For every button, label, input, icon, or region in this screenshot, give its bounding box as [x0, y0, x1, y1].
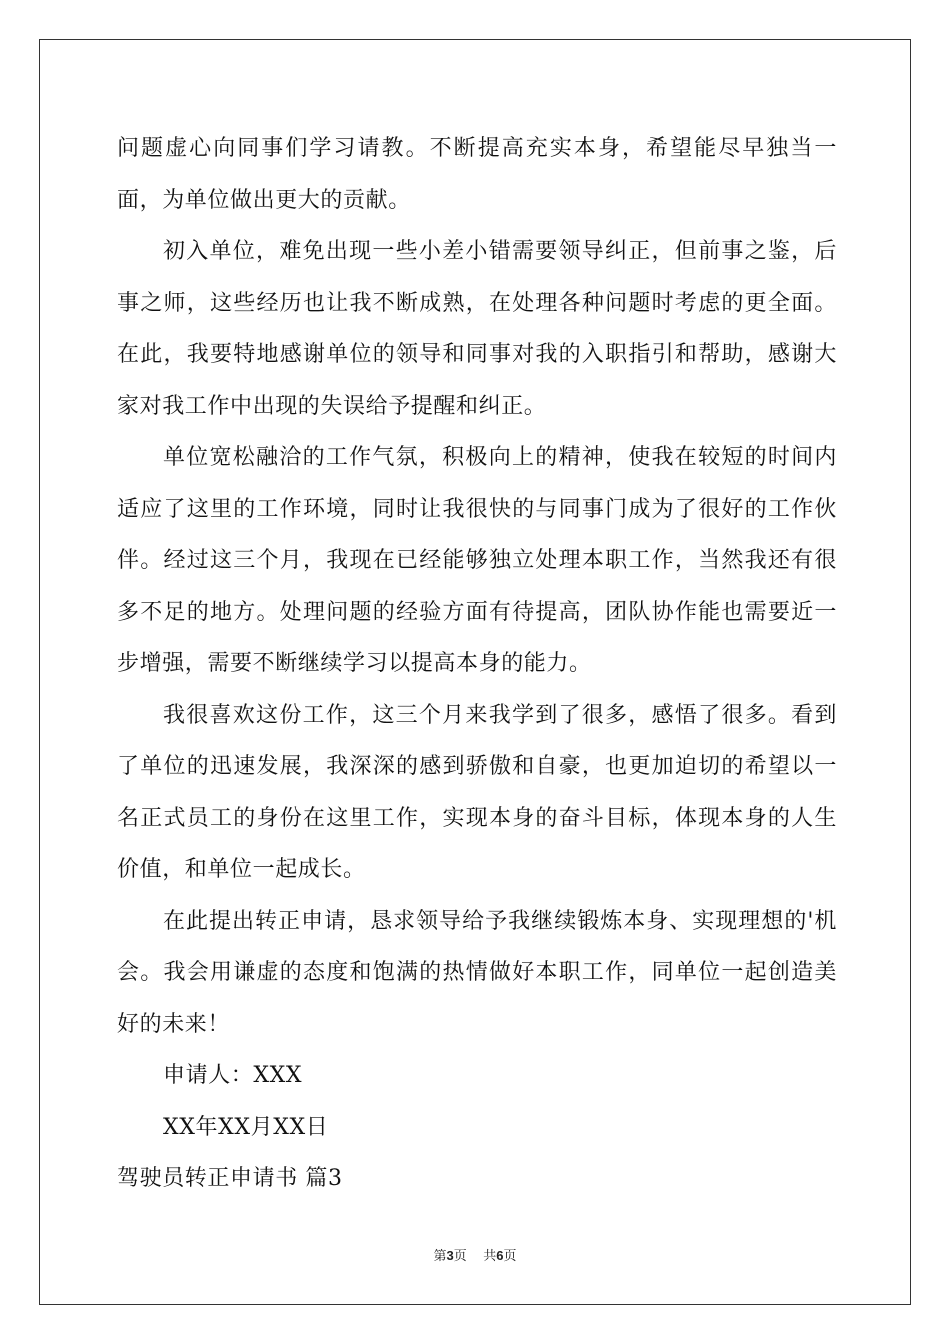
total-suffix: 页: [503, 1249, 517, 1264]
applicant-signature: 申请人：XXX: [163, 1063, 303, 1088]
paragraph: 单位宽松融洽的工作气氛，积极向上的精神，使我在较短的时间内适应了这里的工作环境，同时让我很快的与同事门成为了很好的工作伙伴。经过这三个月，我现在已经能够独立处理本职工作，当然我还有很多不足的地方。处理问题的经验方面有待提高，团队协作能也需要近一步增强，需要不断继续学习以提高本身的能力。: [117, 445, 837, 676]
signature-date: XX年XX月XX日: [163, 1114, 329, 1140]
paragraph: 我很喜欢这份工作，这三个月来我学到了很多，感悟了很多。看到了单位的迅速发展，我深深的感到骄傲和自豪，也更加迫切的希望以一名正式员工的身份在这里工作，实现本身的奋斗目标，体现本身的人生价值，和单位一起成长。: [117, 702, 837, 882]
next-section-title: 驾驶员转正申请书 篇3: [117, 1166, 343, 1191]
paragraph: 初入单位，难免出现一些小差小错需要领导纠正，但前事之鉴，后事之师，这些经历也让我不断成熟，在处理各种问题时考虑的更全面。在此，我要特地感谢单位的领导和同事对我的入职指引和帮助，感谢大家对我工作中出现的失误给予提醒和纠正。: [117, 239, 837, 419]
page-prefix: 第: [433, 1249, 447, 1264]
total-prefix: 共: [483, 1249, 497, 1264]
paragraph-continuation: 问题虚心向同事们学习请教。不断提高充实本身，希望能尽早独当一面，为单位做出更大的贡献。: [117, 136, 837, 213]
document-body: [117, 123, 837, 1205]
page-number: 3: [446, 1248, 454, 1263]
paragraph: 在此提出转正申请，恳求领导给予我继续锻炼本身、实现理想的'机会。我会用谦虚的态度和饱满的热情做好本职工作，同单位一起创造美好的未来！: [117, 908, 837, 1037]
total-pages: 6: [496, 1248, 504, 1263]
page-suffix: 页: [453, 1249, 467, 1264]
page-footer: [0, 1245, 950, 1264]
